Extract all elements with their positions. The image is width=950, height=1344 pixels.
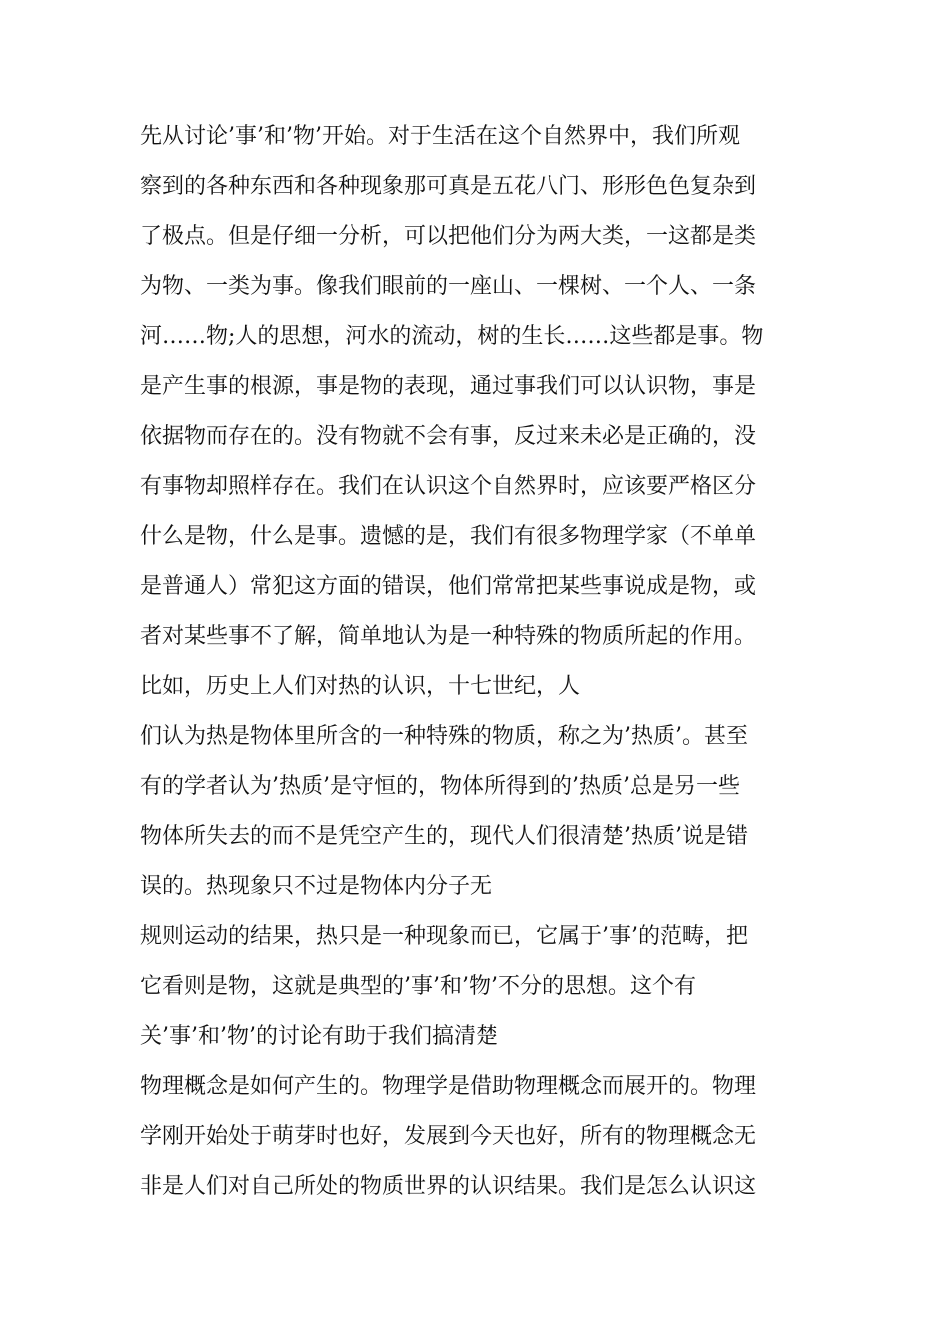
text-line: 察到的各种东西和各种现象那可真是五花八门、形形色色复杂到 (140, 174, 757, 199)
text-line: 为物、一类为事。像我们眼前的一座山、一棵树、一个人、一条 (140, 274, 757, 299)
text-line: 依据物而存在的。没有物就不会有事，反过来未必是正确的，没 (140, 424, 757, 449)
text-line: 学刚开始处于萌芽时也好，发展到今天也好，所有的物理概念无 (140, 1124, 757, 1149)
text-line: 者对某些事不了解，简单地认为是一种特殊的物质所起的作用。 (140, 624, 757, 649)
text-line: 规则运动的结果，热只是一种现象而已，它属于’事’的范畴，把 (140, 924, 748, 949)
text-line: 它看则是物，这就是典型的’事’和’物’不分的思想。这个有 (140, 974, 696, 999)
text-line: 们认为热是物体里所含的一种特殊的物质，称之为’热质’。甚至 (140, 724, 748, 749)
text-line: 是产生事的根源，事是物的表现，通过事我们可以认识物，事是 (140, 374, 757, 399)
text-line: 关’事’和’物’的讨论有助于我们搞清楚 (140, 1024, 498, 1049)
text-line: 物理概念是如何产生的。物理学是借助物理概念而展开的。物理 (140, 1074, 757, 1099)
text-line: 了极点。但是仔细一分析，可以把他们分为两大类，一这都是类 (140, 224, 757, 249)
text-line: 是普通人）常犯这方面的错误，他们常常把某些事说成是物，或 (140, 574, 757, 599)
text-line: 河……物;人的思想，河水的流动，树的生长……这些都是事。物 (140, 324, 764, 349)
text-line: 什么是物，什么是事。遗憾的是，我们有很多物理学家（不单单 (140, 524, 757, 549)
text-line: 有事物却照样存在。我们在认识这个自然界时，应该要严格区分 (140, 474, 757, 499)
text-line: 误的。热现象只不过是物体内分子无 (140, 874, 493, 899)
text-line: 有的学者认为’热质’是守恒的，物体所得到的’热质’总是另一些 (140, 774, 740, 799)
text-line: 物体所失去的而不是凭空产生的，现代人们很清楚’热质’说是错 (140, 824, 748, 849)
body-text (140, 112, 820, 1212)
text-line: 比如，历史上人们对热的认识，十七世纪，人 (140, 674, 581, 699)
text-line: 先从讨论’事’和’物’开始。对于生活在这个自然界中，我们所观 (140, 124, 740, 149)
text-line: 非是人们对自己所处的物质世界的认识结果。我们是怎么认识这 (140, 1174, 757, 1199)
